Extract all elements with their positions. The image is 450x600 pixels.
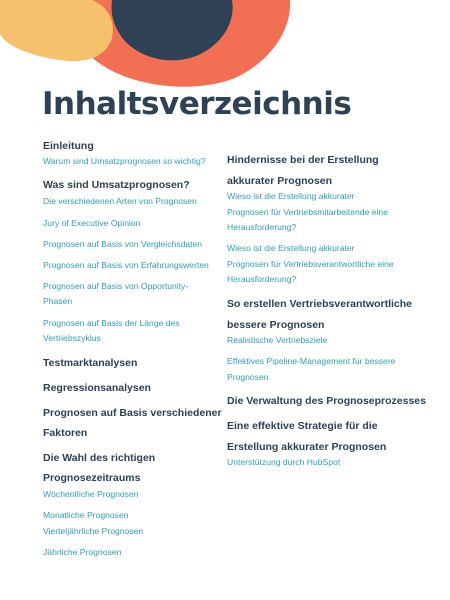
page-title: Inhaltsverzeichnis: [42, 86, 352, 122]
toc-heading-testmarkt[interactable]: Testmarktanalysen: [43, 357, 138, 369]
toc-heading-strategie-line1[interactable]: Eine effektive Strategie für die: [227, 420, 378, 432]
toc-link-pipeline-line2[interactable]: Prognosen: [227, 372, 269, 382]
toc-heading-besser-line2[interactable]: bessere Prognosen: [227, 319, 325, 331]
toc-link-laenge-line1[interactable]: Prognosen auf Basis der Länge des: [43, 318, 180, 328]
toc-link-pipeline-line1[interactable]: Effektives Pipeline-Management für bessere: [227, 356, 396, 366]
toc-heading-faktoren-line2[interactable]: Faktoren: [43, 427, 88, 439]
toc-link-vierteljaehrlich[interactable]: Vierteljährliche Prognosen: [43, 526, 144, 536]
toc-link-monatlich[interactable]: Monatliche Prognosen: [43, 510, 129, 520]
toc-link-opportunity-line1[interactable]: Prognosen auf Basis von Opportunity-: [43, 281, 189, 291]
toc-heading-hindernisse-line1[interactable]: Hindernisse bei der Erstellung: [227, 154, 379, 166]
toc-link-realistische-ziele[interactable]: Realistische Vertriebsziele: [227, 335, 328, 345]
toc-link-vergleichsdaten[interactable]: Prognosen auf Basis von Vergleichsdaten: [43, 239, 203, 249]
toc-heading-zeitraum-line1[interactable]: Die Wahl des richtigen: [43, 452, 156, 464]
toc-heading-was-sind[interactable]: Was sind Umsatzprognosen?: [43, 179, 190, 191]
toc-link-wieso-mitarbeitende-line3[interactable]: Herausforderung?: [227, 222, 297, 232]
toc-heading-hindernisse-line2[interactable]: akkurater Prognosen: [227, 175, 333, 187]
toc-link-hubspot[interactable]: Unterstützung durch HubSpot: [227, 457, 341, 467]
toc-link-wieso-verantwortliche-line1[interactable]: Wieso ist die Erstellung akkurater: [227, 243, 355, 253]
toc-link-jury[interactable]: Jury of Executive Opinion: [43, 218, 141, 228]
toc-heading-regression[interactable]: Regressionsanalysen: [43, 382, 151, 394]
toc-link-erfahrungswerten[interactable]: Prognosen auf Basis von Erfahrungswerten: [43, 260, 209, 270]
toc-heading-zeitraum-line2[interactable]: Prognosezeitraums: [43, 472, 141, 484]
toc-link-opportunity-line2[interactable]: Phasen: [43, 296, 73, 306]
toc-link-jaehrlich[interactable]: Jährliche Prognosen: [43, 547, 122, 557]
toc-link-wieso-mitarbeitende-line2[interactable]: Prognosen für Vertriebsmitarbeitende eine: [227, 207, 388, 217]
toc-link-warum[interactable]: Warum sind Umsatzprognosen so wichtig?: [43, 156, 206, 166]
toc-heading-verwaltung[interactable]: Die Verwaltung des Prognoseprozesses: [227, 395, 426, 407]
toc-link-wieso-verantwortliche-line3[interactable]: Herausforderung?: [227, 274, 297, 284]
toc-heading-einleitung[interactable]: Einleitung: [43, 140, 94, 152]
toc-link-woechentlich[interactable]: Wöchentliche Prognosen: [43, 489, 139, 499]
toc-link-laenge-line2[interactable]: Vertriebszyklus: [43, 333, 101, 343]
toc-heading-besser-line1[interactable]: So erstellen Vertriebsverantwortliche: [227, 298, 412, 310]
toc-link-wieso-mitarbeitende-line1[interactable]: Wieso ist die Erstellung akkurater: [227, 191, 355, 201]
toc-link-arten[interactable]: Die verschiedenen Arten von Prognosen: [43, 196, 197, 206]
toc-heading-strategie-line2[interactable]: Erstellung akkurater Prognosen: [227, 441, 387, 453]
toc-link-wieso-verantwortliche-line2[interactable]: Prognosen für Vertriebsverantwortliche eine: [227, 259, 394, 269]
yellow-blob: [0, 0, 113, 61]
toc-heading-faktoren-line1[interactable]: Prognosen auf Basis verschiedener: [43, 407, 222, 419]
decorative-blobs: [0, 0, 450, 95]
